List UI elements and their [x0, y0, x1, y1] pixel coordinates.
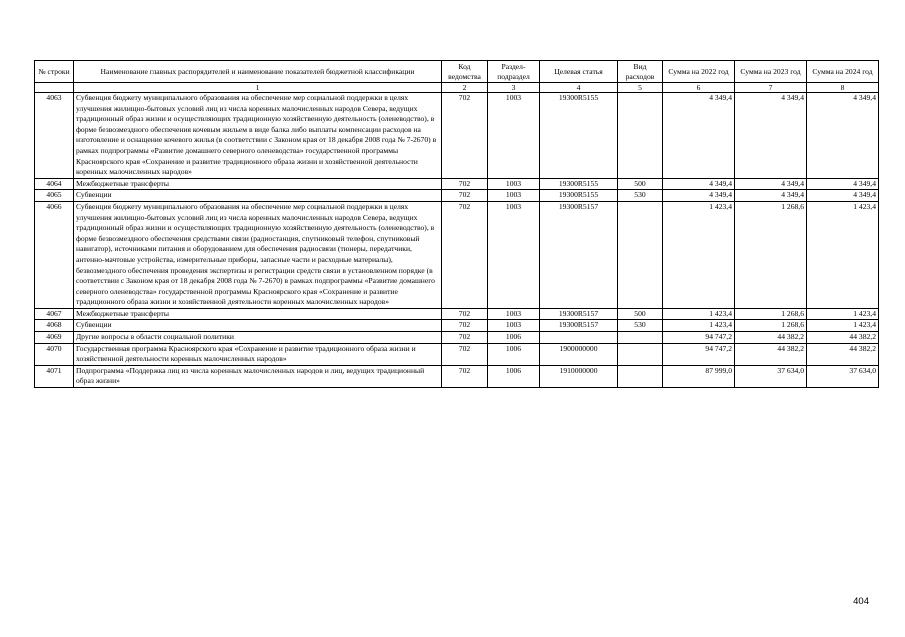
section-code: 1006	[488, 332, 540, 344]
budget-table	[34, 60, 879, 388]
sum-2023: 4 349,4	[735, 178, 807, 190]
sum-2024: 4 349,4	[807, 190, 879, 202]
sum-2022: 1 423,4	[663, 308, 735, 320]
sum-2023: 1 268,6	[735, 308, 807, 320]
sum-2022: 4 349,4	[663, 178, 735, 190]
table-row	[35, 343, 879, 365]
column-number: 2	[442, 83, 488, 93]
target-code: 1910000000	[540, 365, 618, 387]
table-row	[35, 320, 879, 332]
row-name: Субвенция бюджету муниципального образования на обеспечение мер социальной поддержки в целях улучшения жилищно-бытовых условий лиц из числа коренных малочисленных народов Севера, ведущих традиционный образ жизни и осуществляющих традиционную хозяйственную деятельность (оленеводство), в форме безвозмездного обеспечения средствами связи (радиостанция, спутниковый телефон, спутниковый навигатор), источниками питания и оборудованием для обеспечения радиосвязи (тюнеры, передатчики, антенно-мачтовые устройства, измерительные приборы, запасные части и расходные материалы), безвозмездного обеспечения проведения экспертизы и регистрации средств связи в установленном порядке (в соответствии с Законом края от 18 декабря 2008 года № 7-2670) в рамках подпрограммы «Развитие домашнего северного оленеводства» государственной программы Красноярского края «Сохранение и развитие традиционного образа жизни и хозяйственной деятельности коренных малочисленных народов»	[74, 201, 442, 308]
row-number: 4069	[35, 332, 74, 344]
target-code: 1900000000	[540, 343, 618, 365]
sum-2024: 4 349,4	[807, 93, 879, 179]
section-code: 1006	[488, 365, 540, 387]
target-code: 19300R5157	[540, 308, 618, 320]
dept-code: 702	[442, 178, 488, 190]
dept-code: 702	[442, 365, 488, 387]
row-name: Субвенции	[74, 320, 442, 332]
target-code: 19300R5157	[540, 201, 618, 308]
section-code: 1006	[488, 343, 540, 365]
expense-type	[618, 93, 663, 179]
target-code	[540, 332, 618, 344]
header-section: Раздел-подраздел	[488, 61, 540, 83]
sum-2023: 44 382,2	[735, 343, 807, 365]
sum-2023: 1 268,6	[735, 320, 807, 332]
header-row-no: № строки	[35, 61, 74, 83]
dept-code: 702	[442, 343, 488, 365]
sum-2024: 1 423,4	[807, 201, 879, 308]
sum-2023: 4 349,4	[735, 190, 807, 202]
dept-code: 702	[442, 93, 488, 179]
row-name: Государственная программа Красноярского края «Сохранение и развитие традиционного образа жизни и хозяйственной деятельности коренных малочисленных народов»	[74, 343, 442, 365]
table-row	[35, 308, 879, 320]
dept-code: 702	[442, 332, 488, 344]
sum-2023: 4 349,4	[735, 93, 807, 179]
expense-type	[618, 332, 663, 344]
section-code: 1003	[488, 93, 540, 179]
column-number-row	[35, 83, 879, 93]
expense-type	[618, 343, 663, 365]
expense-type	[618, 365, 663, 387]
sum-2024: 1 423,4	[807, 308, 879, 320]
row-number: 4067	[35, 308, 74, 320]
header-sum-2022: Сумма на 2022 год	[663, 61, 735, 83]
header-sum-2023: Сумма на 2023 год	[735, 61, 807, 83]
column-number: 1	[74, 83, 442, 93]
section-code: 1003	[488, 320, 540, 332]
table-row	[35, 332, 879, 344]
dept-code: 702	[442, 190, 488, 202]
sum-2022: 1 423,4	[663, 201, 735, 308]
section-code: 1003	[488, 178, 540, 190]
table-row	[35, 93, 879, 179]
target-code: 19300R5155	[540, 93, 618, 179]
sum-2024: 1 423,4	[807, 320, 879, 332]
dept-code: 702	[442, 308, 488, 320]
header-name: Наименование главных распорядителей и наименование показателей бюджетной классификации	[74, 61, 442, 83]
sum-2022: 4 349,4	[663, 190, 735, 202]
expense-type	[618, 201, 663, 308]
table-row	[35, 190, 879, 202]
sum-2023: 44 382,2	[735, 332, 807, 344]
column-number: 3	[488, 83, 540, 93]
section-code: 1003	[488, 201, 540, 308]
table-row	[35, 201, 879, 308]
expense-type: 500	[618, 178, 663, 190]
expense-type: 530	[618, 190, 663, 202]
sum-2024: 4 349,4	[807, 178, 879, 190]
dept-code: 702	[442, 320, 488, 332]
expense-type: 500	[618, 308, 663, 320]
row-name: Межбюджетные трансферты	[74, 178, 442, 190]
row-number: 4070	[35, 343, 74, 365]
section-code: 1003	[488, 190, 540, 202]
row-name: Подпрограмма «Поддержка лиц из числа коренных малочисленных народов и лиц, ведущих традиционный образ жизни»	[74, 365, 442, 387]
column-number	[35, 83, 74, 93]
target-code: 19300R5155	[540, 178, 618, 190]
sum-2022: 4 349,4	[663, 93, 735, 179]
section-code: 1003	[488, 308, 540, 320]
header-target: Целевая статья	[540, 61, 618, 83]
row-number: 4064	[35, 178, 74, 190]
row-number: 4071	[35, 365, 74, 387]
header-exp-type: Вид расходов	[618, 61, 663, 83]
header-dept-code: Код ведомства	[442, 61, 488, 83]
row-name: Другие вопросы в области социальной политики	[74, 332, 442, 344]
sum-2022: 1 423,4	[663, 320, 735, 332]
row-number: 4066	[35, 201, 74, 308]
header-sum-2024: Сумма на 2024 год	[807, 61, 879, 83]
row-name: Межбюджетные трансферты	[74, 308, 442, 320]
sum-2024: 44 382,2	[807, 343, 879, 365]
sum-2022: 94 747,2	[663, 343, 735, 365]
row-name: Субвенция бюджету муниципального образования на обеспечение мер социальной поддержки в целях улучшения жилищно-бытовых условий лиц из числа коренных малочисленных народов Севера, ведущих традиционный образ жизни и осуществляющих традиционную хозяйственную деятельность (оленеводство), в форме безвозмездного обеспечения кочевым жильем в виде балка либо выплаты компенсации расходов на изготовление и оснащение кочевого жилья (в соответствии с Законом края от 18 декабря 2008 года № 7-2670) в рамках подпрограммы «Развитие домашнего северного оленеводства» государственной программы Красноярского края «Сохранение и развитие традиционного образа жизни и хозяйственной деятельности коренных малочисленных народов»	[74, 93, 442, 179]
target-code: 19300R5155	[540, 190, 618, 202]
sum-2024: 44 382,2	[807, 332, 879, 344]
sum-2024: 37 634,0	[807, 365, 879, 387]
sum-2023: 1 268,6	[735, 201, 807, 308]
row-number: 4068	[35, 320, 74, 332]
sum-2022: 87 999,0	[663, 365, 735, 387]
expense-type: 530	[618, 320, 663, 332]
row-number: 4065	[35, 190, 74, 202]
page-number: 404	[853, 596, 869, 607]
column-number: 4	[540, 83, 618, 93]
row-name: Субвенции	[74, 190, 442, 202]
column-number: 8	[807, 83, 879, 93]
column-number: 5	[618, 83, 663, 93]
table-row	[35, 178, 879, 190]
sum-2023: 37 634,0	[735, 365, 807, 387]
column-number: 7	[735, 83, 807, 93]
header-row	[35, 61, 879, 83]
table-row	[35, 365, 879, 387]
row-number: 4063	[35, 93, 74, 179]
dept-code: 702	[442, 201, 488, 308]
target-code: 19300R5157	[540, 320, 618, 332]
column-number: 6	[663, 83, 735, 93]
sum-2022: 94 747,2	[663, 332, 735, 344]
